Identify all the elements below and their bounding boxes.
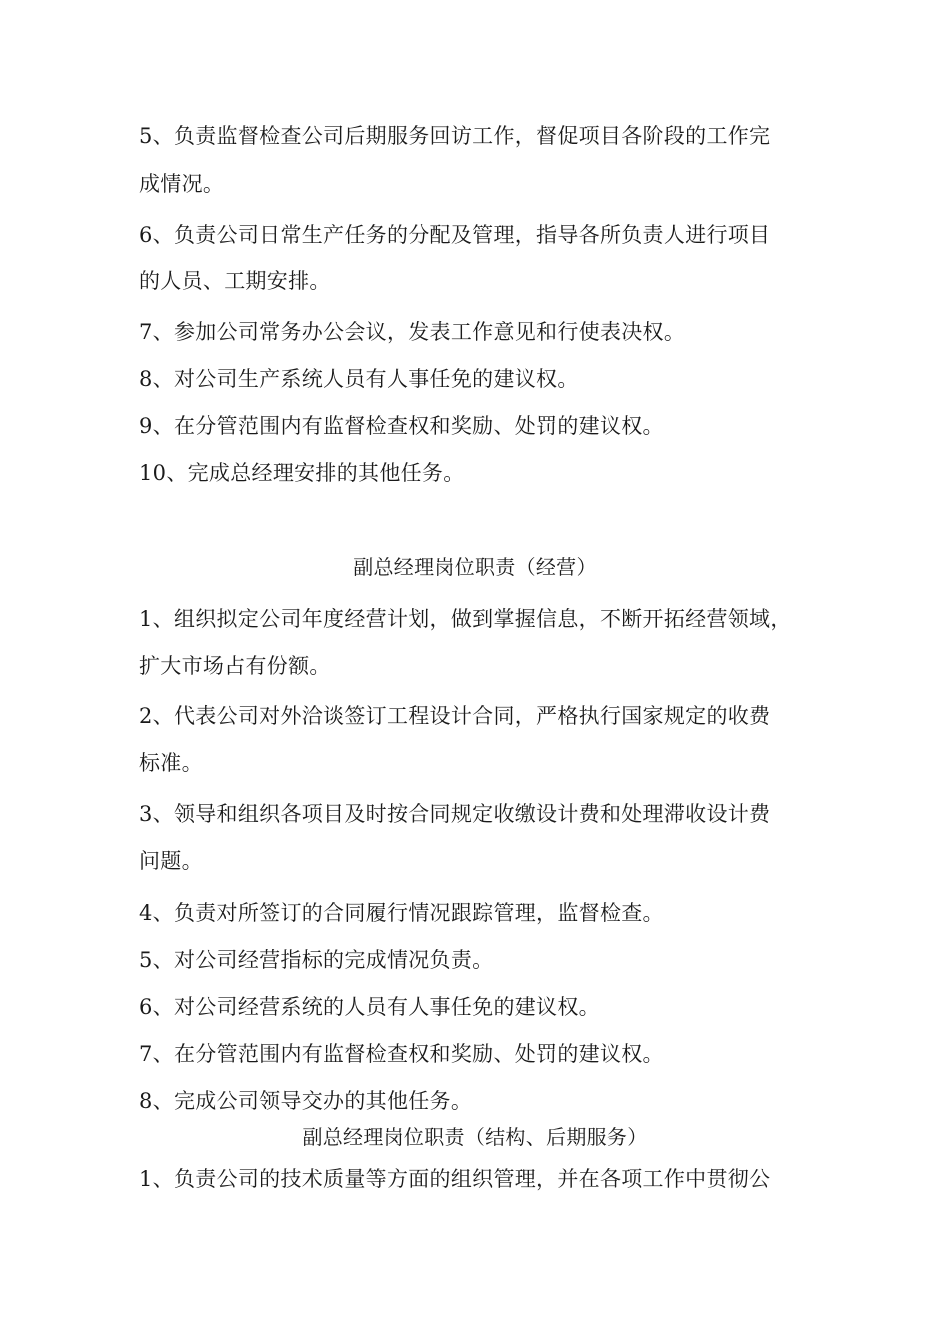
paragraph-line: 9、在分管范围内有监督检查权和奖励、处罚的建议权。 [139,414,664,438]
paragraph-line: 7、参加公司常务办公会议，发表工作意见和行使表决权。 [139,320,686,344]
paragraph-line: 的人员、工期安排。 [139,269,331,293]
paragraph-line: 成情况。 [139,172,225,196]
paragraph-line: 问题。 [139,849,203,873]
paragraph-line: 3、领导和组织各项目及时按合同规定收缴设计费和处理滞收设计费 [139,802,771,826]
paragraph-line: 7、在分管范围内有监督检查权和奖励、处罚的建议权。 [139,1042,664,1066]
paragraph-line: 10、完成总经理安排的其他任务。 [139,461,465,485]
paragraph-line: 8、完成公司领导交办的其他任务。 [139,1089,473,1113]
paragraph-line: 标准。 [139,751,203,775]
paragraph-line: 6、负责公司日常生产任务的分配及管理，指导各所负责人进行项目 [139,223,771,247]
paragraph-line: 1、组织拟定公司年度经营计划，做到掌握信息，不断开拓经营领域， [139,607,792,631]
paragraph-line: 5、负责监督检查公司后期服务回访工作，督促项目各阶段的工作完 [139,124,771,148]
paragraph-line: 1、负责公司的技术质量等方面的组织管理，并在各项工作中贯彻公 [139,1167,771,1191]
paragraph-line: 2、代表公司对外洽谈签订工程设计合同，严格执行国家规定的收费 [139,704,771,728]
paragraph-line: 扩大市场占有份额。 [139,654,331,678]
section-title-operations: 副总经理岗位职责（经营） [353,555,597,579]
paragraph-line: 5、对公司经营指标的完成情况负责。 [139,948,494,972]
paragraph-line: 4、负责对所签订的合同履行情况跟踪管理，监督检查。 [139,901,664,925]
section-title-structure-service: 副总经理岗位职责（结构、后期服务） [302,1125,648,1149]
paragraph-line: 8、对公司生产系统人员有人事任免的建议权。 [139,367,579,391]
paragraph-line: 6、对公司经营系统的人员有人事任免的建议权。 [139,995,600,1019]
